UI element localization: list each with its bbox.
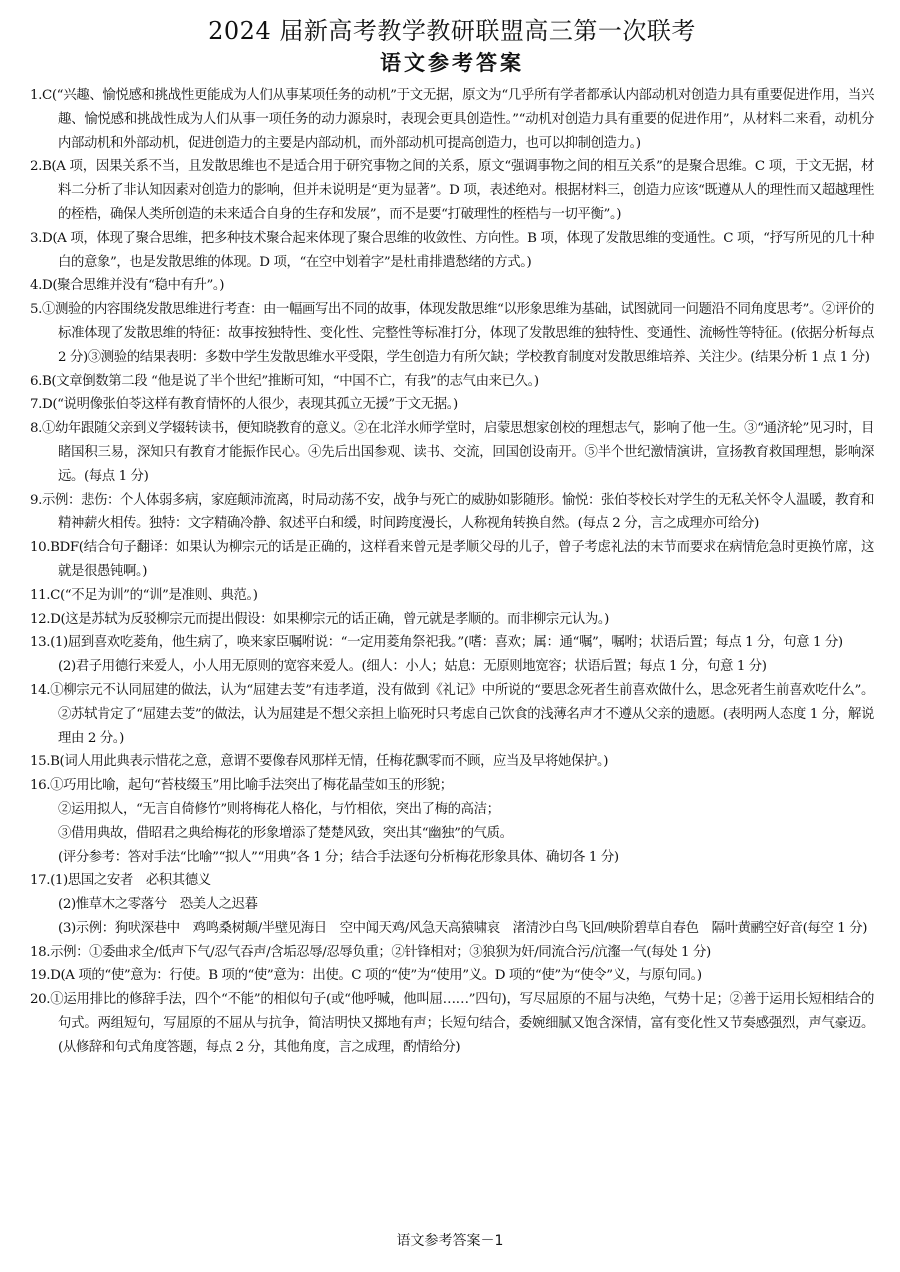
answer-item [30, 393, 874, 417]
answer-text: D(聚合思维并没有“稳中有升”。) [41, 278, 225, 294]
answer-text: (1)思国之安者 必积其德义 [50, 873, 211, 889]
answer-text: 示例：悲伤：个人体弱多病，家庭颠沛流离，时局动荡不安，战争与死亡的威胁如影随形。愉悦：张伯苓校长对学生的无私关怀令人温暖，教育和精神薪火相传。独特：文字精确冷静、叙述平白和缓，时间跨度漫长，人称视角转换自然。(每点 2 分，言之成理亦可给分) [41, 492, 874, 532]
answer-number: 9. [30, 492, 42, 508]
answer-number: 10. [30, 540, 51, 556]
answer-subitem: (评分参考：答对手法“比喻”“拟人”“用典”各 1 分；结合手法逐句分析梅花形象具体、确切各 1 分) [58, 849, 619, 865]
answer-text: ①柳宗元不认同屈建的做法，认为“屈建去芰”有违孝道，没有做到《礼记》中所说的“要思念死者生前喜欢做什么，思念死者生前喜欢吃什么”。②苏轼肯定了“屈建去芰”的做法，认为屈建是不想父亲担上临死时只考虑自己饮食的浅薄名声才不遵从父亲的遗愿。(表明两人态度 1 分，解说理由 2 分。) [50, 682, 874, 746]
answer-number: 16. [30, 778, 51, 794]
answer-item [30, 964, 874, 988]
answer-text: C(“兴趣、愉悦感和挑战性更能成为人们从事某项任务的动机”于文无据，原文为“几乎所有学者都承认内部动机对创造力具有重要促进作用，当兴趣、愉悦感和挑战性成为人们从事一项任务的动力源泉时，表现会更具创造性。”“动机对创造力具有重要的促进作用”，从材料二来看，动机分内部动机和外部动机，促进创造力的主要是内部动机，而外部动机可提高创造力，也可以抑制创造力。) [41, 88, 874, 151]
answer-text: D(这是苏轼为反驳柳宗元而提出假设：如果柳宗元的话正确，曾元就是孝顺的。而非柳宗元认为。) [50, 611, 609, 627]
exam-title: 2024 届新高考教学教研联盟高三第一次联考 [208, 17, 696, 45]
answer-item [30, 370, 874, 394]
answer-item [30, 84, 874, 155]
answer-text: B(词人用此典表示惜花之意，意谓不要像春风那样无情，任梅花飘零而不顾，应当及早将她保护。) [50, 754, 609, 770]
answer-number: 13. [30, 635, 51, 651]
page-footer: 语文参考答案－1 [396, 1233, 504, 1249]
answer-text: D(A 项，体现了聚合思维，把多种技术聚合起来体现了聚合思维的收敛性、方向性。B 项，体现了发散思维的变通性。C 项，“抒写所见的几十种白的意象”，也是发散思维的体现。D 项，“在空中划着字”是杜甫排遣愁绪的方式。) [41, 230, 874, 270]
answer-text: BDF(结合句子翻译：如果认为柳宗元的话是正确的，这样看来曾元是孝顺父母的儿子，曾子考虑礼法的末节而要求在病情危急时更换竹席，这就是很愚钝啊。) [50, 540, 874, 579]
answer-item [30, 608, 874, 632]
answer-text: C(“不足为训”的“训”是准则、典范。) [50, 587, 258, 603]
answer-item [30, 631, 874, 655]
answer-text: B(A 项，因果关系不当，且发散思维也不是适合用于研究事物之间的关系，原文“强调事物之间的相互关系”的是聚合思维。C 项，于文无据，材料二分析了非认知因素对创造力的影响，但并未说明是“更为显著”。D 项，表述绝对。根据材料三，创造力应该“既遵从人的理性而又超越理性的桎梏，确保人类所创造的未来适合自身的生存和发展”，而不是要“打破理性的桎梏与一切平衡”。) [41, 159, 874, 222]
answer-text: D(“说明像张伯苓这样有教育情怀的人很少，表现其孤立无援”于文无据。) [41, 397, 458, 413]
answer-text: ①幼年跟随父亲到义学辍转读书，便知晓教育的意义。②在北洋水师学堂时，启蒙思想家创校的理想志气，影响了他一生。③“通济轮”见习时，目睹国积三易，深知只有教育才能振作民心。④先后出国参观、读书、交流，回国创设南开。⑤半个世纪激情演讲，宣扬教育救国理想，影响深远。(每点 1 分) [41, 421, 874, 484]
answer-text: ①测验的内容围绕发散思维进行考查：由一幅画写出不同的故事，体现发散思维“以形象思维为基础，试图就同一问题沿不同角度思考”。②评价的标准体现了发散思维的特征：故事按独特性、变化性、完整性等标准打分，体现了发散思维的独特性、变通性、流畅性等特征。(依据分析每点 2 分)③测验的结果表明：多数中学生发散思维水平受限，学生创造力有所欠缺；学校教育制度对发散思维培养、关注少。(结果分析 1 点 1 分) [41, 302, 874, 365]
answer-item [30, 298, 874, 369]
answer-text: 示例：①委曲求全/低声下气/忍气吞声/含垢忍辱/忍辱负重；②针锋相对；③狼狈为奸/同流合污/沆瀣一气(每处 1 分) [50, 944, 711, 960]
answer-text: ①运用排比的修辞手法，四个“不能”的相似句子(或“他呼喊，他叫屈……”四句)，写尽屈原的不屈与决绝，气势十足；②善于运用长短相结合的句式。两组短句，写屈原的不屈从与抗争，简洁明快又掷地有声；长短句结合，委婉细腻又饱含深情，富有变化性又节奏感强烈，声气豪迈。(从修辞和句式角度答题，每点 2 分，其他角度，言之成理，酌情给分) [50, 992, 874, 1055]
answer-number: 12. [30, 611, 51, 627]
answer-item [30, 227, 874, 275]
answer-text: D(A 项的“使”意为：行使。B 项的“使”意为：出使。C 项的“使”为“使用”义。D 项的“使”为“使令”义，与原句同。) [50, 968, 702, 984]
answer-subitem: ②运用拟人，“无言自倚修竹”则将梅花人格化，与竹相依，突出了梅的高洁； [58, 801, 500, 817]
answer-item [30, 679, 874, 750]
answer-number: 20. [30, 992, 51, 1008]
answer-number: 3. [30, 230, 42, 246]
answer-number: 11. [30, 587, 51, 603]
answer-subitem: (3)示例：狗吠深巷中 鸡鸣桑树颠/半壁见海日 空中闻天鸡/风急天高猿啸哀 渚清沙白鸟飞回/映阶碧草自春色 隔叶黄鹂空好音(每空 1 分) [58, 920, 868, 936]
answer-subitem: (2)惟草木之零落兮 恐美人之迟暮 [58, 897, 258, 913]
answer-number: 19. [30, 968, 51, 984]
answer-item [30, 869, 874, 893]
answer-list [30, 84, 874, 1060]
answer-number: 2. [30, 159, 42, 175]
answer-number: 15. [30, 754, 51, 770]
answer-item [30, 988, 874, 1059]
answer-number: 5. [30, 302, 42, 318]
answer-item [30, 774, 874, 798]
answer-item [30, 417, 874, 488]
answer-subitem: ③借用典故，借昭君之典给梅花的形象增添了楚楚风致，突出其“幽独”的气质。 [58, 825, 513, 841]
answer-number: 7. [30, 397, 42, 413]
answer-subitem: (2)君子用德行来爱人，小人用无原则的宽容来爱人。(细人：小人；姑息：无原则地宽容；状语后置；每点 1 分，句意 1 分) [58, 659, 767, 675]
answer-number: 4. [30, 278, 42, 294]
answer-text: B(文章倒数第二段 “他是说了半个世纪”推断可知，“中国不亡，有我”的志气由来已久。) [41, 373, 539, 389]
answer-number: 1. [30, 88, 42, 103]
answer-item [30, 274, 874, 298]
answer-number: 14. [30, 682, 51, 698]
answer-number: 8. [30, 421, 42, 437]
answer-item [30, 750, 874, 774]
answer-number: 17. [30, 873, 51, 889]
answer-item [30, 489, 874, 537]
answer-item [30, 155, 874, 226]
answer-number: 18. [30, 944, 51, 960]
answer-key-subtitle: 语文参考答案 [380, 51, 524, 75]
answer-item [30, 584, 874, 608]
answer-item [30, 941, 874, 965]
answer-text: ①巧用比喻，起句“苔枝缀玉”用比喻手法突出了梅花晶莹如玉的形貌； [50, 778, 453, 794]
answer-item [30, 536, 874, 584]
answer-text: (1)屈到喜欢吃菱角，他生病了，唤来家臣嘱咐说：“一定用菱角祭祀我。”(嗜：喜欢；属：通“嘱”，嘱咐；状语后置；每点 1 分，句意 1 分) [50, 635, 843, 651]
answer-number: 6. [30, 373, 42, 389]
